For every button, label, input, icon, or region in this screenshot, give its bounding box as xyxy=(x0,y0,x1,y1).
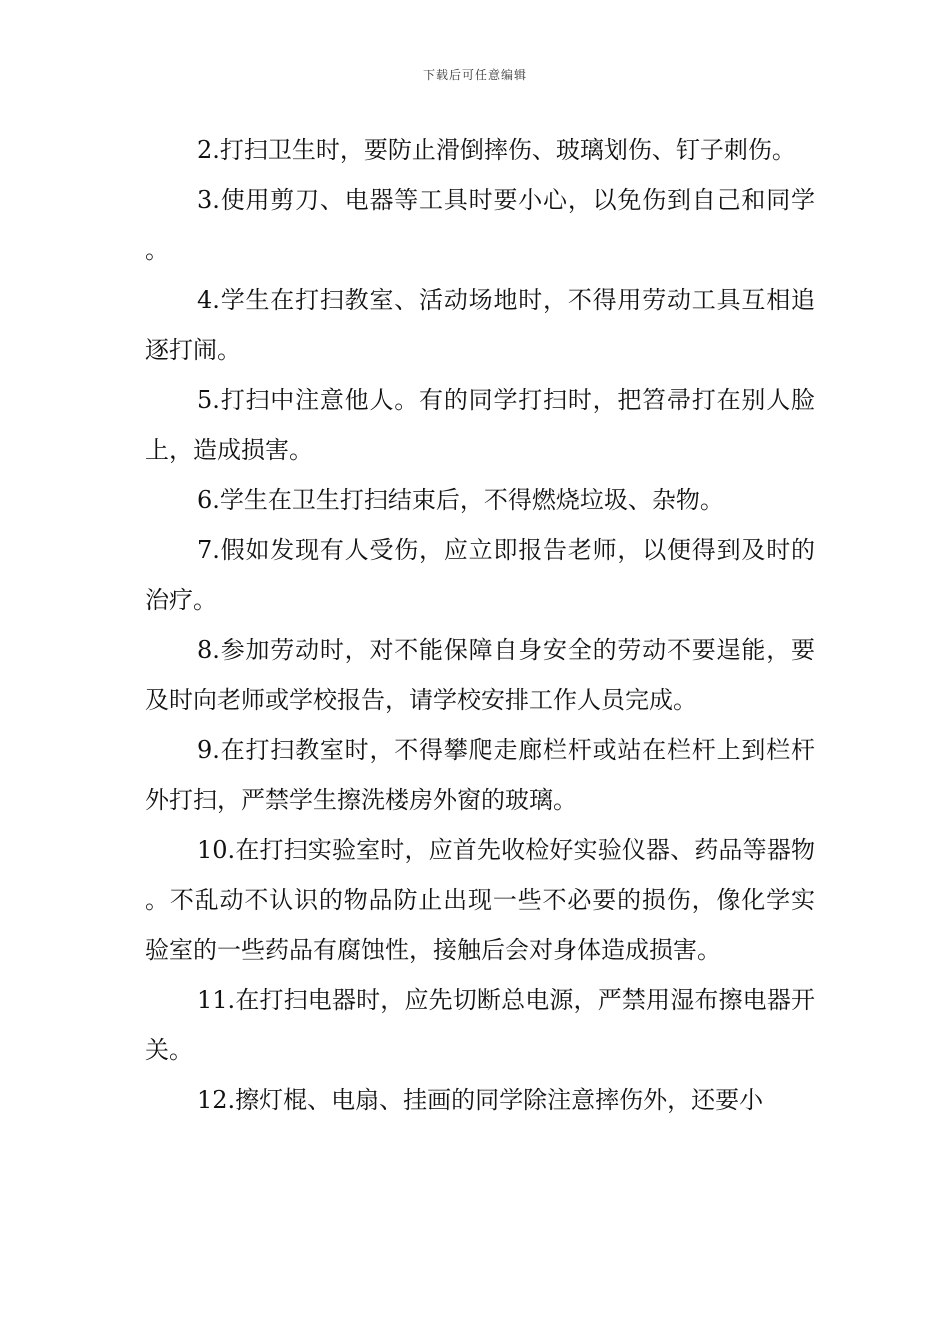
paragraph-item-9: 9.在打扫教室时，不得攀爬走廊栏杆或站在栏杆上到栏杆外打扫，严禁学生擦洗楼房外窗的玻璃。 xyxy=(145,736,815,814)
paragraph-item-8: 8.参加劳动时，对不能保障自身安全的劳动不要逞能，要及时向老师或学校报告，请学校安排工作人员完成。 xyxy=(145,636,815,714)
paragraph-item-6: 6.学生在卫生打扫结束后，不得燃烧垃圾、杂物。 xyxy=(197,486,724,514)
paragraph-item-5: 5.打扫中注意他人。有的同学打扫时，把笤帚打在别人脸上，造成损害。 xyxy=(145,386,815,464)
paragraph-item-3: 3.使用剪刀、电器等工具时要小心，以免伤到自己和同学。 xyxy=(145,186,815,264)
paragraph-item-12: 12.擦灯棍、电扇、挂画的同学除注意摔伤外，还要小 xyxy=(197,1086,764,1114)
paragraph-item-10: 10.在打扫实验室时，应首先收检好实验仪器、药品等器物。不乱动不认识的物品防止出现一些不必要的损伤，像化学实验室的一些药品有腐蚀性，接触后会对身体造成损害。 xyxy=(145,836,815,964)
document-body xyxy=(145,125,815,1125)
paragraph-item-11: 11.在打扫电器时，应先切断总电源，严禁用湿布擦电器开关。 xyxy=(145,986,815,1064)
paragraph-item-4: 4.学生在打扫教室、活动场地时，不得用劳动工具互相追逐打闹。 xyxy=(145,286,815,364)
paragraph-item-7: 7.假如发现有人受伤，应立即报告老师，以便得到及时的治疗。 xyxy=(145,536,815,614)
page-header-note: 下载后可任意编辑 xyxy=(422,68,527,82)
paragraph-item-2: 2.打扫卫生时，要防止滑倒摔伤、玻璃划伤、钉子刺伤。 xyxy=(197,136,796,164)
